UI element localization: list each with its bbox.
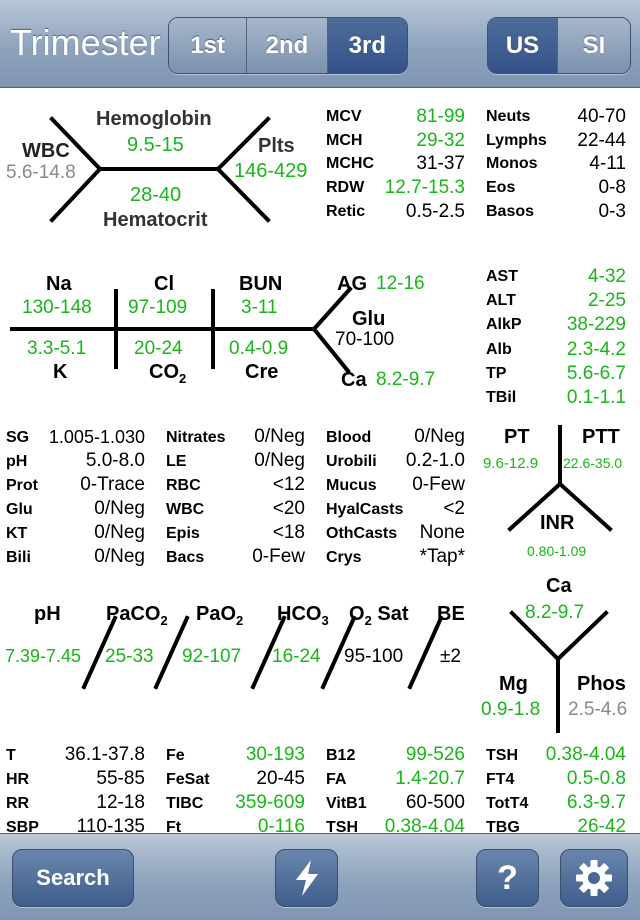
bottom-toolbar (0, 833, 640, 920)
misc-label: TotT4 (486, 795, 529, 812)
ua-label: Crys (326, 549, 362, 566)
lft-value: 0.1-1.1 (566, 387, 626, 408)
inr-label: INR (540, 512, 575, 534)
ua-value: <2 (443, 498, 465, 519)
be-label: BE (437, 603, 465, 625)
lft-label: TBil (486, 389, 517, 406)
misc-value: 26-42 (577, 816, 626, 833)
trimester-3rd-button[interactable]: 3rd (328, 18, 407, 73)
misc-label: B12 (326, 747, 356, 764)
misc-value: 20-45 (256, 768, 305, 789)
cre-range: 0.4-0.9 (229, 338, 289, 359)
misc-label: Fe (166, 747, 185, 764)
ptt-range: 22.6-35.0 (563, 455, 623, 471)
ua-value: None (419, 522, 465, 543)
index-value: 29-32 (416, 130, 465, 151)
ua-value: 0/Neg (254, 450, 305, 471)
plts-label: Plts (258, 135, 295, 157)
settings-button[interactable] (560, 849, 628, 907)
ua-label: Mucus (326, 477, 377, 494)
bun-label: BUN (239, 273, 283, 295)
ua-value: 0.2-1.0 (405, 450, 465, 471)
misc-label: TBG (486, 819, 520, 833)
ua-label: Blood (326, 429, 372, 446)
ua-value: *Tap* (419, 546, 465, 567)
ag-label: AG (337, 273, 367, 295)
calcium-label: Ca (546, 575, 572, 597)
misc-label: HR (6, 771, 30, 788)
misc-value: 110-135 (76, 816, 145, 833)
ca-range: 8.2-9.7 (376, 369, 436, 390)
lft-label: TP (486, 365, 507, 382)
misc-label: FeSat (166, 771, 210, 788)
phos-label: Phos (577, 673, 626, 695)
hco3-range: 16-24 (272, 646, 321, 667)
k-range: 3.3-5.1 (27, 338, 87, 359)
diff-value: 0-8 (598, 177, 626, 198)
bun-range: 3-11 (241, 297, 278, 318)
lft-value: 38-229 (566, 314, 626, 335)
lft-label: AST (486, 268, 518, 285)
lft-value: 5.6-6.7 (566, 363, 626, 384)
ua-value: 0-Few (412, 474, 465, 495)
misc-label: TSH (486, 747, 518, 764)
index-value: 0.5-2.5 (405, 201, 465, 222)
ua-label: Prot (6, 477, 38, 494)
hco3-label: $HCO_3$ (277, 603, 329, 628)
ca-label: Ca (341, 369, 367, 391)
help-button[interactable]: ? (476, 849, 539, 907)
inr-range: 0.80-1.09 (527, 543, 587, 559)
ag-range: 12-16 (376, 273, 425, 294)
ua-value: 0/Neg (254, 426, 305, 447)
pao2-range: 92-107 (182, 646, 242, 667)
cre-label: Cre (245, 361, 279, 383)
misc-value: 0.38-4.04 (384, 816, 465, 833)
na-label: Na (46, 273, 72, 295)
units-us-button[interactable]: US (488, 18, 558, 73)
misc-value: 0.5-0.8 (566, 768, 626, 789)
units-si-button[interactable]: SI (558, 18, 630, 73)
units-segmented-control (487, 17, 631, 74)
trimester-segmented-control (168, 17, 408, 74)
misc-label: FA (326, 771, 347, 788)
k-label: K (53, 361, 68, 383)
ptt-label: PTT (582, 426, 620, 448)
ph-range: 7.39-7.45 (5, 646, 82, 666)
index-value: 81-99 (416, 106, 465, 127)
misc-value: 0.38-4.04 (545, 744, 626, 765)
glu-range: 70-100 (335, 329, 395, 350)
ua-label: Epis (166, 525, 200, 542)
index-label: RDW (326, 179, 365, 196)
misc-label: TSH (326, 819, 358, 833)
misc-value: 0-116 (257, 816, 305, 833)
co2-range: 20-24 (134, 338, 183, 359)
ua-label: RBC (166, 477, 201, 494)
ua-label: KT (6, 525, 28, 542)
ua-label: Glu (6, 501, 33, 518)
index-value: 12.7-15.3 (384, 177, 465, 198)
ua-value: 0-Few (252, 546, 305, 567)
lft-label: Alb (486, 341, 512, 358)
ua-value: <20 (272, 498, 305, 519)
gear-icon (573, 857, 615, 899)
hematocrit-range: 28-40 (130, 184, 182, 206)
trimester-1st-button[interactable]: 1st (169, 18, 247, 73)
misc-value: 359-609 (235, 792, 305, 813)
ph-label: pH (34, 603, 61, 625)
diff-value: 40-70 (577, 106, 626, 127)
misc-value: 55-85 (96, 768, 145, 789)
index-label: MCHC (326, 155, 374, 172)
mg-range: 0.9-1.8 (481, 699, 541, 720)
wbc-range: 5.6-14.8 (6, 162, 76, 183)
diff-label: Eos (486, 179, 516, 196)
misc-value: 1.4-20.7 (395, 768, 465, 789)
ua-label: OthCasts (326, 525, 398, 542)
pao2-label: PaO$_2$ (196, 603, 244, 628)
cl-range: 97-109 (128, 297, 188, 318)
lft-label: AlkP (486, 316, 522, 333)
ua-value: 0/Neg (94, 546, 145, 567)
ua-value: <18 (272, 522, 305, 543)
misc-label: RR (6, 795, 30, 812)
ua-label: LE (166, 453, 187, 470)
ua-label: SG (6, 429, 30, 446)
diff-label: Monos (486, 155, 538, 172)
misc-label: TIBC (166, 795, 204, 812)
trimester-label: Trimester (10, 22, 161, 63)
index-value: 31-37 (416, 153, 465, 174)
misc-label: Ft (166, 819, 182, 833)
paco2-label: PaCO$_2$ (106, 603, 168, 628)
be-range: ±2 (440, 646, 461, 667)
diff-value: 4-11 (589, 153, 626, 174)
na-range: 130-148 (22, 297, 92, 318)
misc-label: SBP (6, 819, 39, 833)
diff-value: 22-44 (577, 130, 626, 151)
quick-action-button[interactable] (275, 849, 338, 907)
hemoglobin-label: Hemoglobin (96, 108, 212, 130)
top-toolbar (0, 0, 640, 88)
diff-label: Basos (486, 203, 535, 220)
lightning-icon (290, 858, 324, 898)
ua-label: Bili (6, 549, 31, 566)
ua-value: <12 (272, 474, 305, 495)
lft-label: ALT (486, 292, 516, 309)
phos-range: 2.5-4.6 (568, 699, 628, 720)
diff-label: Neuts (486, 108, 531, 125)
ua-label: Urobili (326, 453, 377, 470)
ua-label: Nitrates (166, 429, 226, 446)
o2-sat-range: 95-100 (344, 646, 404, 667)
index-label: MCV (326, 108, 362, 125)
misc-value: 6.3-9.7 (566, 792, 626, 813)
misc-value: 36.1-37.8 (64, 744, 145, 765)
ua-value: 0/Neg (94, 498, 145, 519)
hemoglobin-range: 9.5-15 (127, 134, 184, 156)
lft-value: 4-32 (587, 266, 626, 287)
wbc-label: WBC (22, 140, 70, 162)
ua-label: HyalCasts (326, 501, 404, 518)
calcium-range: 8.2-9.7 (525, 602, 585, 623)
search-button[interactable]: Search (12, 849, 134, 907)
ua-label: WBC (166, 501, 205, 518)
pt-range: 9.6-12.9 (483, 455, 539, 472)
lft-value: 2.3-4.2 (566, 339, 626, 360)
ua-label: pH (6, 453, 28, 470)
lft-value: 2-25 (587, 290, 626, 311)
misc-label: FT4 (486, 771, 515, 788)
cl-label: Cl (154, 273, 174, 295)
o2-sat-label: $O_2$ Sat (349, 603, 409, 628)
misc-label: T (6, 747, 16, 764)
trimester-2nd-button[interactable]: 2nd (247, 18, 327, 73)
misc-value: 60-500 (405, 792, 465, 813)
diff-label: Lymphs (486, 132, 547, 149)
mg-label: Mg (499, 673, 528, 695)
lab-values-scroll[interactable] (0, 89, 640, 833)
paco2-range: 25-33 (105, 646, 154, 667)
ua-value: 0/Neg (94, 522, 145, 543)
index-label: Retic (326, 203, 366, 220)
hematocrit-label: Hematocrit (103, 209, 208, 231)
ua-label: Bacs (166, 549, 205, 566)
glu-label: Glu (352, 308, 386, 330)
ua-value: 1.005-1.030 (48, 427, 145, 447)
misc-value: 12-18 (96, 792, 145, 813)
plts-range: 146-429 (234, 160, 308, 182)
misc-value: 30-193 (245, 744, 305, 765)
diff-value: 0-3 (598, 201, 626, 222)
ua-value: 0/Neg (414, 426, 465, 447)
ua-value: 5.0-8.0 (85, 450, 145, 471)
misc-value: 99-526 (405, 744, 465, 765)
misc-label: VitB1 (326, 795, 367, 812)
co2-label: $CO_2$ (149, 361, 187, 386)
pt-label: PT (504, 426, 530, 448)
index-label: MCH (326, 132, 363, 149)
ua-value: 0-Trace (80, 474, 145, 495)
